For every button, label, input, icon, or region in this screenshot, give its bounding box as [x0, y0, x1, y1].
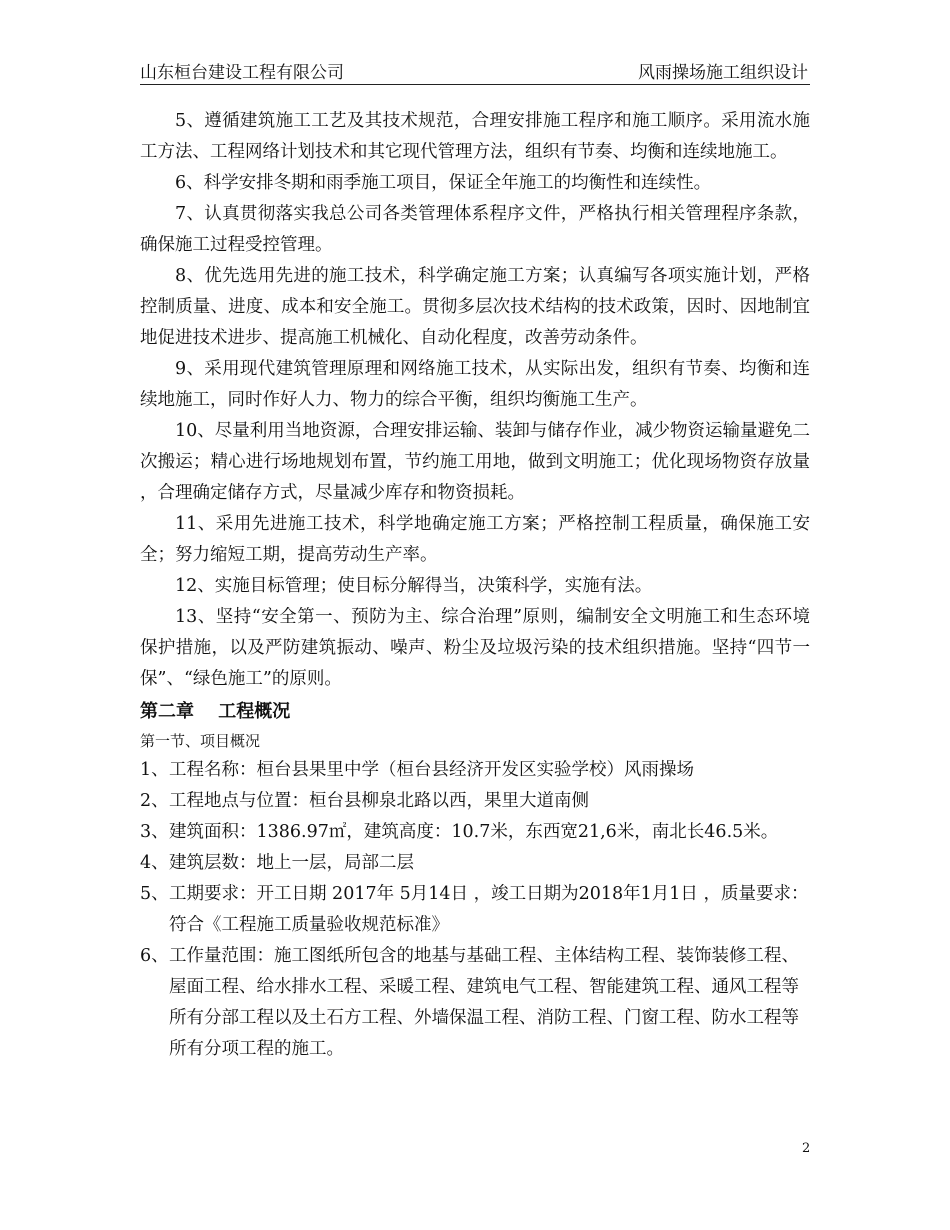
overview-item	[140, 848, 810, 879]
principle-paragraph: 6、科学安排冬期和雨季施工项目，保证全年施工的均衡性和连续性。	[175, 173, 712, 193]
item-number: 3、	[140, 822, 169, 842]
principle-paragraph: 11、采用先进施工技术，科学地确定施工方案；严格控制工程质量，确保施工安全；努力缩短工期，提高劳动生产率。	[140, 514, 810, 565]
item-text: 建筑层数：地上一层，局部二层	[169, 853, 414, 873]
item-text: 工作量范围：施工图纸所包含的地基与基础工程、主体结构工程、装饰装修工程、屋面工程、给水排水工程、采暖工程、建筑电气工程、智能建筑工程、通风工程等所有分部工程以及土石方工程、外墙保温工程、消防工程、门窗工程、防水工程等所有分项工程的施工。	[169, 946, 799, 1059]
overview-item	[140, 879, 810, 941]
principle-paragraph: 12、实施目标管理；使目标分解得当，决策科学，实施有法。	[175, 576, 653, 596]
item-number: 5、	[140, 884, 169, 904]
overview-item	[140, 817, 810, 848]
item-number: 4、	[140, 853, 169, 873]
principle-paragraph: 8、优先选用先进的施工技术，科学确定施工方案；认真编写各项实施计划，严格控制质量、进度、成本和安全施工。贯彻多层次技术结构的技术政策，因时、因地制宜地促进技术进步、提高施工机械化、自动化程度，改善劳动条件。	[140, 266, 810, 348]
principle-paragraph: 5、遵循建筑施工工艺及其技术规范，合理安排施工程序和施工顺序。采用流水施工方法、工程网络计划技术和其它现代管理方法，组织有节奏、均衡和连续地施工。	[140, 111, 810, 162]
page-number: 2	[802, 1141, 811, 1156]
overview-item	[140, 941, 810, 1065]
principle-paragraph: 13、坚持“安全第一、预防为主、综合治理”原则，编制安全文明施工和生态环境保护措施，以及严防建筑振动、噪声、粉尘及垃圾污染的技术组织措施。坚持“四节一保”、“绿色施工”的原则。	[140, 607, 810, 689]
item-text: 工期要求：开工日期 2017年 5月14日 ，竣工日期为2018年1月1日 ，质量要求：符合《工程施工质量验收规范标准》	[169, 884, 809, 935]
chapter-heading: 第二章 工程概况	[140, 701, 291, 722]
item-number: 1、	[140, 760, 169, 780]
item-text: 工程地点与位置：桓台县柳泉北路以西，果里大道南侧	[169, 791, 589, 811]
page-body	[140, 106, 810, 1065]
section-heading: 第一节、项目概况	[140, 732, 261, 750]
item-number: 6、	[140, 946, 169, 966]
overview-item	[140, 786, 810, 817]
principle-paragraph: 7、认真贯彻落实我总公司各类管理体系程序文件，严格执行相关管理程序条款，确保施工过程受控管理。	[140, 204, 810, 255]
item-text: 工程名称：桓台县果里中学（桓台县经济开发区实验学校）风雨操场	[169, 760, 694, 780]
principle-paragraph: 9、采用现代建筑管理原理和网络施工技术，从实际出发，组织有节奏、均衡和连续地施工，同时作好人力、物力的综合平衡，组织均衡施工生产。	[140, 359, 810, 410]
item-number: 2、	[140, 791, 169, 811]
header-company: 山东桓台建设工程有限公司	[140, 63, 344, 83]
page-header	[140, 56, 810, 85]
principle-paragraph: 10、尽量利用当地资源，合理安排运输、装卸与储存作业，减少物资运输量避免二次搬运；精心进行场地规划布置，节约施工用地，做到文明施工；优化现场物资存放量 ，合理确定储存方式，尽量减少库存和物资损耗。	[140, 421, 810, 503]
overview-item	[140, 755, 810, 786]
header-doc-title: 风雨操场施工组织设计	[638, 63, 808, 83]
item-text: 建筑面积：1386.97㎡，建筑高度：10.7米，东西宽21,6米，南北长46.5米。	[169, 822, 779, 842]
